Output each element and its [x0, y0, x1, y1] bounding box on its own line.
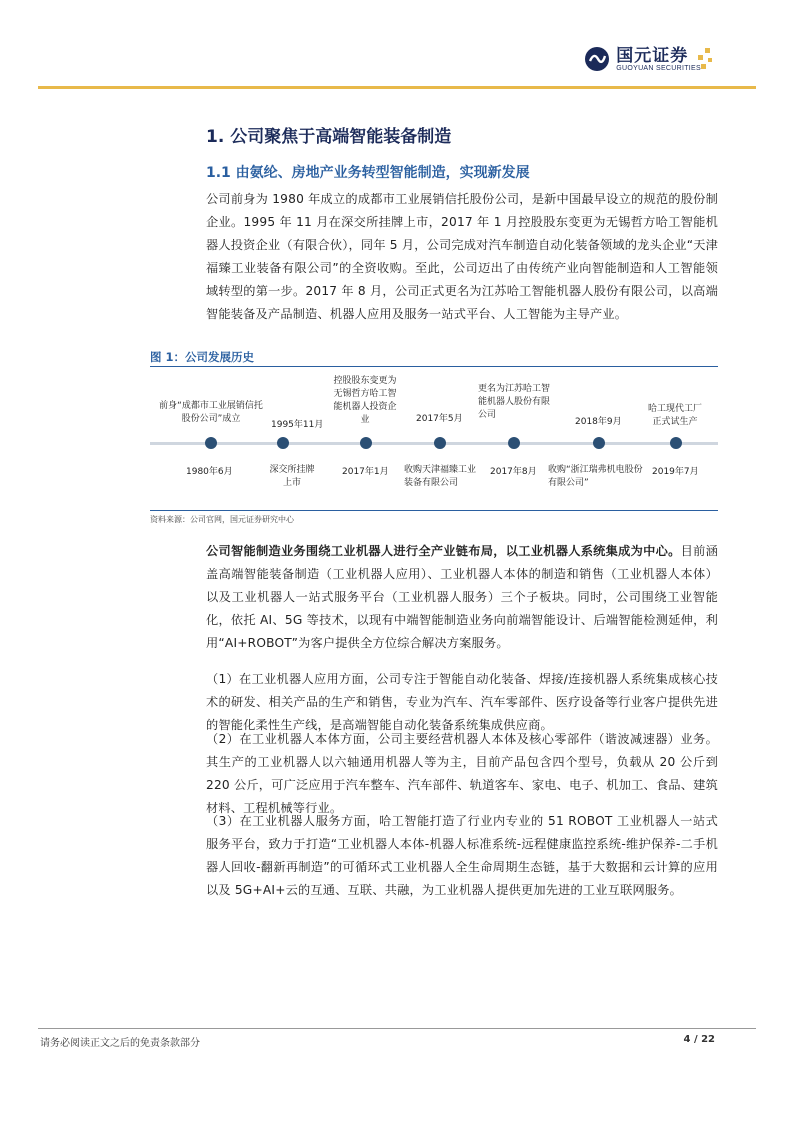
subsection-heading: 1.1 由氨纶、房地产业务转型智能制造，实现新发展: [206, 165, 530, 181]
figure-bottom-rule: [150, 510, 718, 511]
logo-dots-icon: [693, 46, 715, 74]
strategy-paragraph-body: 目前涵盖高端智能装备制造（工业机器人应用）、工业机器人本体的制造和销售（工业机器人本体）以及工业机器人一站式服务平台（工业机器人服务）三个子板块。同时，公司围绕工业智能化，依托 AI、5G 等技术，以现有中端智能制造业务向前端智能设计、后端智能检测延伸，利用“AI+ROBOT”为客户提供全方位综合解决方案服务。: [206, 544, 718, 650]
page-number: 4 / 22: [683, 1034, 715, 1045]
header-divider: [38, 86, 756, 89]
figure-source: 资料来源：公司官网，国元证券研究中心: [150, 515, 294, 524]
timeline-date: 1980年6月: [186, 467, 233, 477]
timeline-label: 哈工现代工厂正式试生产: [647, 404, 702, 427]
timeline-dot: [670, 437, 682, 449]
timeline-dot: [508, 437, 520, 449]
figure-title: 图 1：公司发展历史: [150, 350, 255, 364]
history-timeline: [150, 367, 718, 510]
timeline-label: 收购“浙江瑞弗机电股份有限公司”: [548, 465, 643, 488]
timeline-dot: [593, 437, 605, 449]
robot-service-paragraph: （3）在工业机器人服务方面，哈工智能打造了行业内专业的 51 ROBOT 工业机器人一站式服务平台，致力于打造“工业机器人本体-机器人标准系统-远程健康监控系统-维护保养-二手机器人回收-翻新再制造”的可循环式工业机器人全生命周期生态链，基于大数据和云计算的应用以及 5G+AI+云的互通、互联、共融，为工业机器人提供更加先进的工业互联网服务。: [206, 814, 718, 897]
guoyuan-logo-icon: [584, 46, 610, 72]
company-logo: [584, 46, 701, 72]
timeline-label: 深交所挂牌上市: [269, 465, 315, 488]
timeline-date: 2017年1月: [342, 467, 389, 477]
timeline-label: 控股股东变更为无锡哲方哈工智能机器人投资企业: [333, 376, 397, 425]
timeline-dot: [434, 437, 446, 449]
timeline-date: 2017年8月: [490, 467, 537, 477]
strategy-paragraph: [206, 540, 718, 655]
intro-paragraph: 公司前身为 1980 年成立的成都市工业展销信托股份公司，是新中国最早设立的规范的股份制企业。1995 年 11 月在深交所挂牌上市，2017 年 1 月控股股东变更为无锡哲方哈工智能机器人投资企业（有限合伙），同年 5 月，公司完成对汽车制造自动化装备领域的龙头企业“天津福臻工业装备有限公司”的全资收购。至此，公司迈出了由传统产业向智能制造和人工智能领域转型的第一步。2017 年 8 月，公司正式更名为江苏哈工智能机器人股份有限公司，以高端智能装备及产品制造、机器人应用及服务一站式平台、人工智能为主导产业。: [206, 192, 719, 321]
timeline-label: 更名为江苏哈工智能机器人股份有限公司: [478, 384, 551, 420]
timeline-date: 2018年9月: [575, 417, 622, 427]
section-heading: 1. 公司聚焦于高端智能装备制造: [206, 127, 452, 147]
logo-text-en: GUOYUAN SECURITIES: [616, 64, 701, 72]
footer-divider: [38, 1028, 756, 1029]
timeline-dot: [360, 437, 372, 449]
timeline-label: 收购天津福臻工业装备有限公司: [404, 465, 477, 488]
timeline-date: 2019年7月: [652, 467, 699, 477]
timeline-dot: [205, 437, 217, 449]
timeline-dot: [277, 437, 289, 449]
logo-text-cn: 国元证券: [616, 45, 689, 66]
timeline-label: [156, 400, 266, 426]
footer-disclaimer: 请务必阅读正文之后的免责条款部分: [40, 1038, 200, 1049]
robot-body-paragraph: （2）在工业机器人本体方面，公司主要经营机器人本体及核心零部件（谐波减速器）业务。其生产的工业机器人以六轴通用机器人等为主，目前产品包含四个型号，负载从 20 公斤到 220 公斤，可广泛应用于汽车整车、汽车部件、轨道客车、家电、电子、机加工、食品、建筑材料、工程机械等行业。: [206, 732, 718, 815]
timeline-date: 1995年11月: [271, 420, 324, 430]
timeline-date: 2017年5月: [416, 414, 463, 424]
timeline-label-text: 前身“成都市工业展销信托股份公司”成立: [159, 401, 263, 424]
application-paragraph: （1）在工业机器人应用方面，公司专注于智能自动化装备、焊接/连接机器人系统集成核心技术的研发、相关产品的生产和销售，专业为汽车、汽车零部件、医疗设备等行业客户提供先进的智能化柔性生产线，是高端智能自动化装备系统集成供应商。: [206, 672, 718, 732]
strategy-paragraph-lead: 公司智能制造业务围绕工业机器人进行全产业链布局，以工业机器人系统集成为中心。: [206, 544, 681, 558]
